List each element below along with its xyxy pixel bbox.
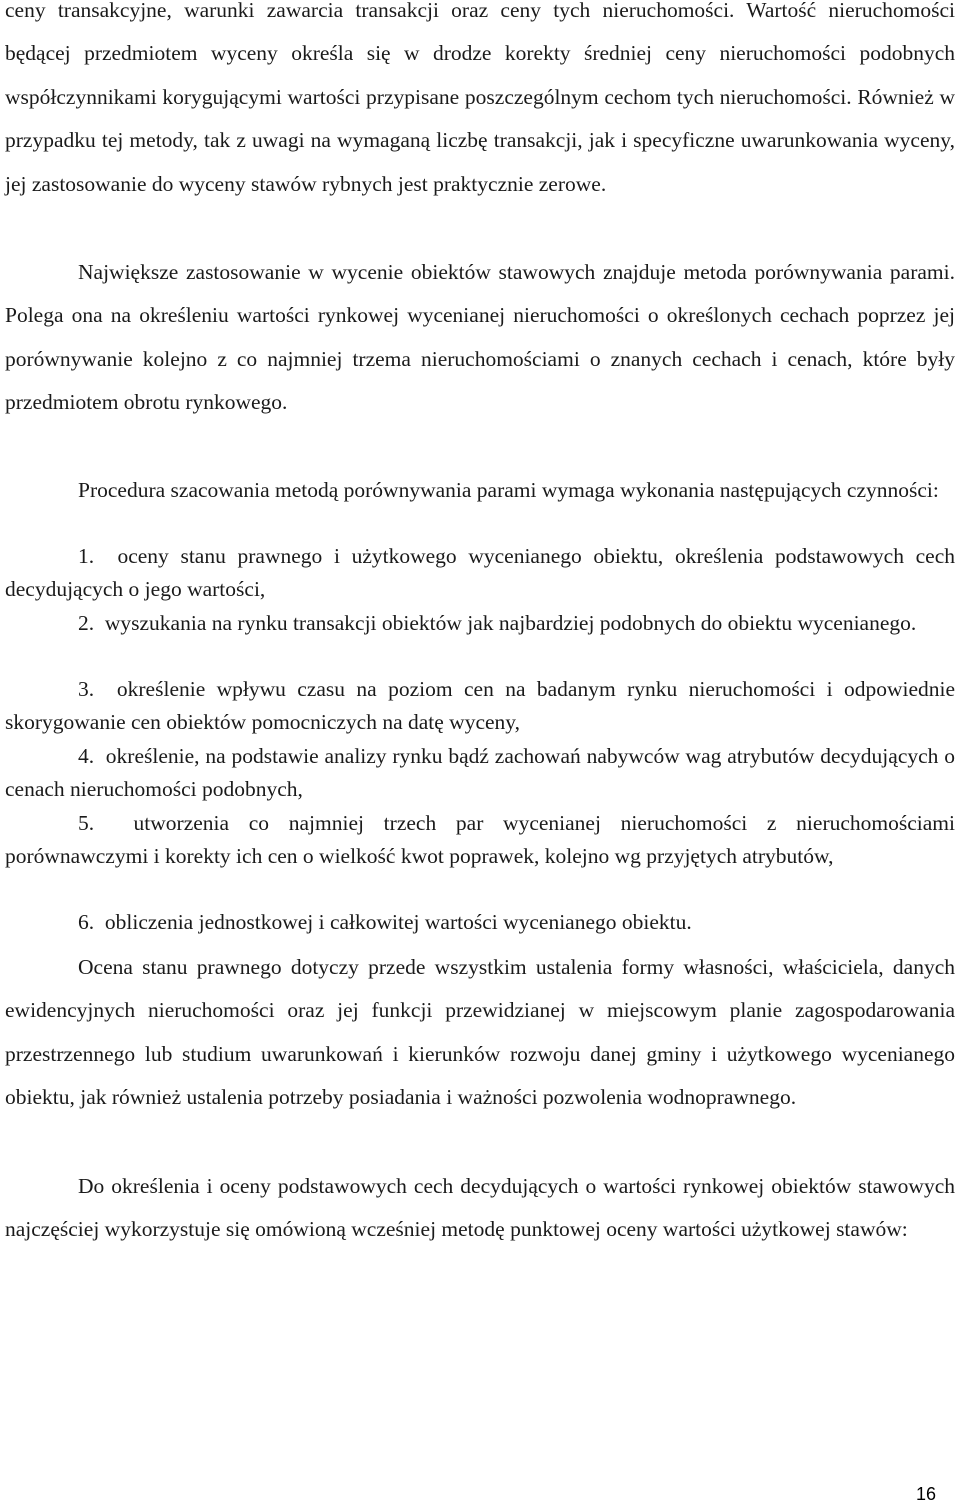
paragraph-pairwise-method: Największe zastosowanie w wycenie obiektów stawowych znajduje metoda porównywania parami. Polega ona na określeniu wartości rynkowej wycenianej nieruchomości o określonych cechach poprzez jej porównywanie kolejno z co najmniej trzema nieruchomościami o znanych cechach i cenach, które były przedmiotem obrotu rynkowego. — [5, 260, 955, 415]
paragraph-legal-status: Ocena stanu prawnego dotyczy przede wszystkim ustalenia formy własności, właściciela, danych ewidencyjnych nieruchomości oraz jej funkcji przewidzianej w miejscowym planie zagospodarowania przestrzennego lub studium uwarunkowań i kierunków rozwoju danej gminy i użytkowego wycenianego obiektu, jak również ustalenia potrzeby posiadania i ważności pozwolenia wodnoprawnego. — [5, 955, 955, 1110]
paragraph-assessment-method: Do określenia i oceny podstawowych cech decydujących o wartości rynkowej obiektów stawowych najczęściej wykorzystuje się omówioną wcześniej metodę punktowej oceny wartości użytkowej stawów: — [5, 1174, 955, 1242]
page-number: 16 — [915, 1484, 936, 1504]
list-item: 3. określenie wpływu czasu na poziom cen na badanym rynku nieruchomości i odpowiednie skorygowanie cen obiektów pomocniczych na datę wyceny, — [5, 677, 955, 734]
list-item: 1. oceny stanu prawnego i użytkowego wycenianego obiektu, określenia podstawowych cech decydujących o jego wartości, — [5, 544, 955, 601]
list-item: 6. obliczenia jednostkowej i całkowitej wartości wycenianego obiektu. — [78, 910, 692, 934]
list-item: 4. określenie, na podstawie analizy rynku bądź zachowań nabywców wag atrybutów decydujących o cenach nieruchomości podobnych, — [5, 744, 955, 801]
list-item: 2. wyszukania na rynku transakcji obiektów jak najbardziej podobnych do obiektu wycenianego. — [78, 611, 917, 635]
paragraph-procedure-intro: Procedura szacowania metodą porównywania parami wymaga wykonania następujących czynności: — [78, 478, 939, 502]
list-item: 5. utworzenia co najmniej trzech par wycenianej nieruchomości z nieruchomościami porównawczymi i korekty ich cen o wielkość kwot poprawek, kolejno wg przyjętych atrybutów, — [5, 811, 955, 868]
paragraph-intro-continued: ceny transakcyjne, warunki zawarcia transakcji oraz ceny tych nieruchomości. Wartość nieruchomości będącej przedmiotem wyceny określa się w drodze korekty średniej ceny nieruchomości podobnych współczynnikami korygującymi wartości przypisane poszczególnym cechom tych nieruchomości. Również w przypadku tej metody, tak z uwagi na wymaganą liczbę transakcji, jak i specyficzne uwarunkowania wyceny, jej zastosowanie do wyceny stawów rybnych jest praktycznie zerowe. — [5, 0, 955, 196]
